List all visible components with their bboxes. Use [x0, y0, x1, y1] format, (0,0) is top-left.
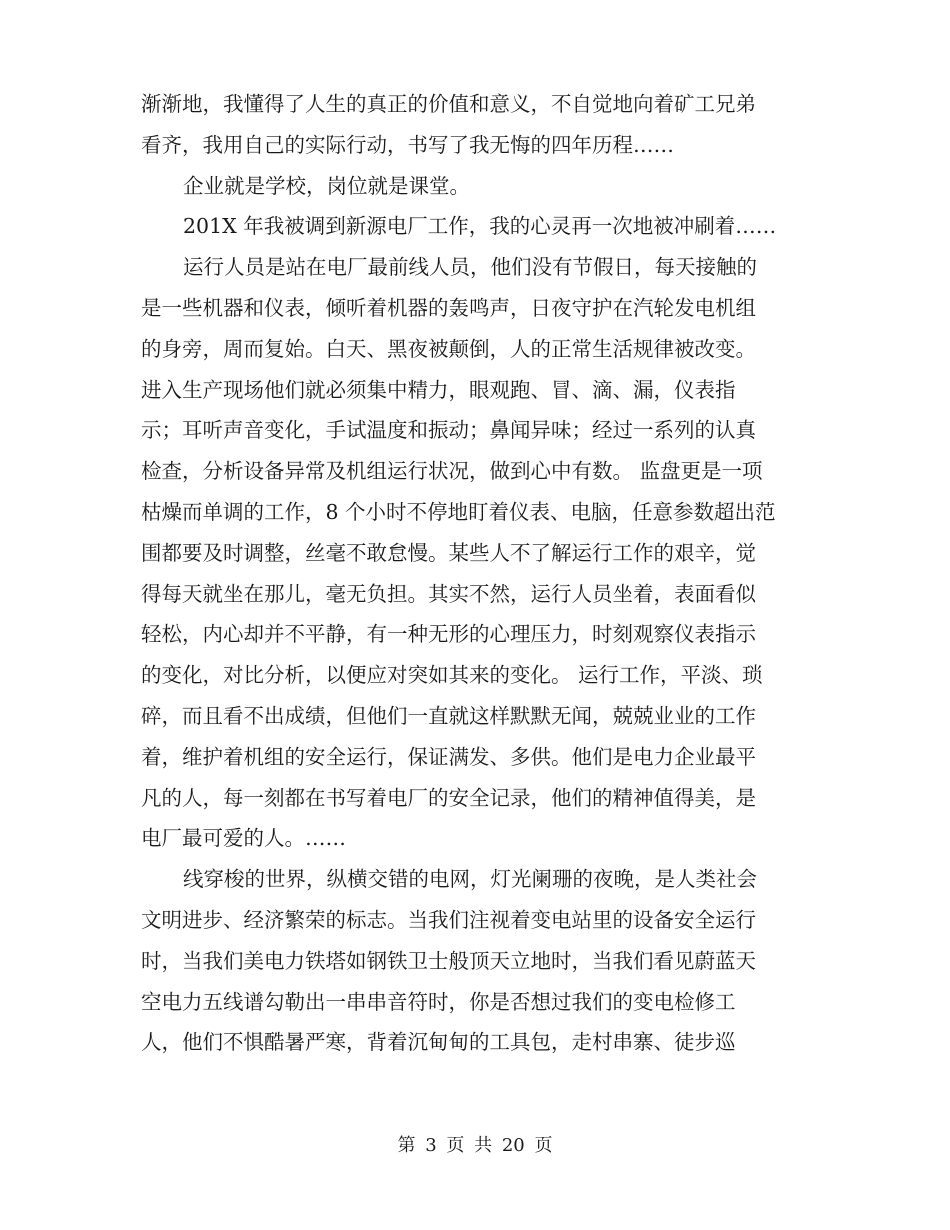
text-line: 得每天就坐在那儿，毫无负担。其实不然，运行人员坐着，表面看似	[141, 581, 756, 606]
text-line: 时，当我们美电力铁塔如钢铁卫士般顶天立地时，当我们看见蔚蓝天	[141, 948, 756, 973]
text-line: 运行人员是站在电厂最前线人员，他们没有节假日，每天接触的	[183, 255, 757, 280]
text-line: 进入生产现场他们就必须集中精力，眼观跑、冒、滴、漏，仪表指	[141, 377, 736, 402]
text-line: 企业就是学校，岗位就是课堂。	[183, 173, 470, 198]
text-line: 文明进步、经济繁荣的标志。当我们注视着变电站里的设备安全运行	[141, 907, 756, 932]
text-line: 是一些机器和仪表，倾听着机器的轰鸣声，日夜守护在汽轮发电机组	[141, 295, 756, 320]
text-line: 检查，分析设备异常及机组运行状况，做到心中有数。 监盘更是一项	[141, 459, 763, 484]
text-line: 示；耳听声音变化，手试温度和振动；鼻闻异味；经过一系列的认真	[141, 418, 756, 443]
text-line: 渐渐地，我懂得了人生的真正的价值和意义，不自觉地向着矿工兄弟	[141, 92, 756, 116]
text-line: 轻松，内心却并不平静，有一种无形的心理压力，时刻观察仪表指示	[141, 622, 756, 647]
text-line: 枯燥而单调的工作，8 个小时不停地盯着仪表、电脑，任意参数超出范	[141, 499, 776, 524]
text-line: 人，他们不惧酷暑严寒，背着沉甸甸的工具包，走村串寨、徒步巡	[141, 1030, 736, 1055]
text-line: 碎，而且看不出成绩，但他们一直就这样默默无闻，兢兢业业的工作	[141, 703, 756, 728]
text-line: 看齐，我用自己的实际行动，书写了我无悔的四年历程……	[141, 132, 674, 157]
text-line: 围都要及时调整，丝毫不敢怠慢。某些人不了解运行工作的艰辛，觉	[141, 540, 756, 565]
document-body	[141, 84, 811, 1063]
text-line: 凡的人，每一刻都在书写着电厂的安全记录，他们的精神值得美，是	[141, 785, 756, 810]
text-line: 空电力五线谱勾勒出一串串音符时，你是否想过我们的变电检修工	[141, 989, 736, 1014]
text-line: 的变化，对比分析，以便应对突如其来的变化。 运行工作，平淡、琐	[141, 663, 763, 688]
text-line: 201X 年我被调到新源电厂工作，我的心灵再一次地被冲刷着……	[183, 214, 777, 239]
text-line: 线穿梭的世界，纵横交错的电网，灯光阑珊的夜晚，是人类社会	[183, 867, 757, 892]
text-line: 着，维护着机组的安全运行，保证满发、多供。他们是电力企业最平	[141, 744, 756, 769]
text-line: 的身旁，周而复始。白天、黑夜被颠倒，人的正常生活规律被改变。	[141, 336, 756, 361]
page-footer: 第 3 页 共 20 页	[397, 1135, 553, 1156]
text-line: 电厂最可爱的人。……	[141, 826, 346, 851]
